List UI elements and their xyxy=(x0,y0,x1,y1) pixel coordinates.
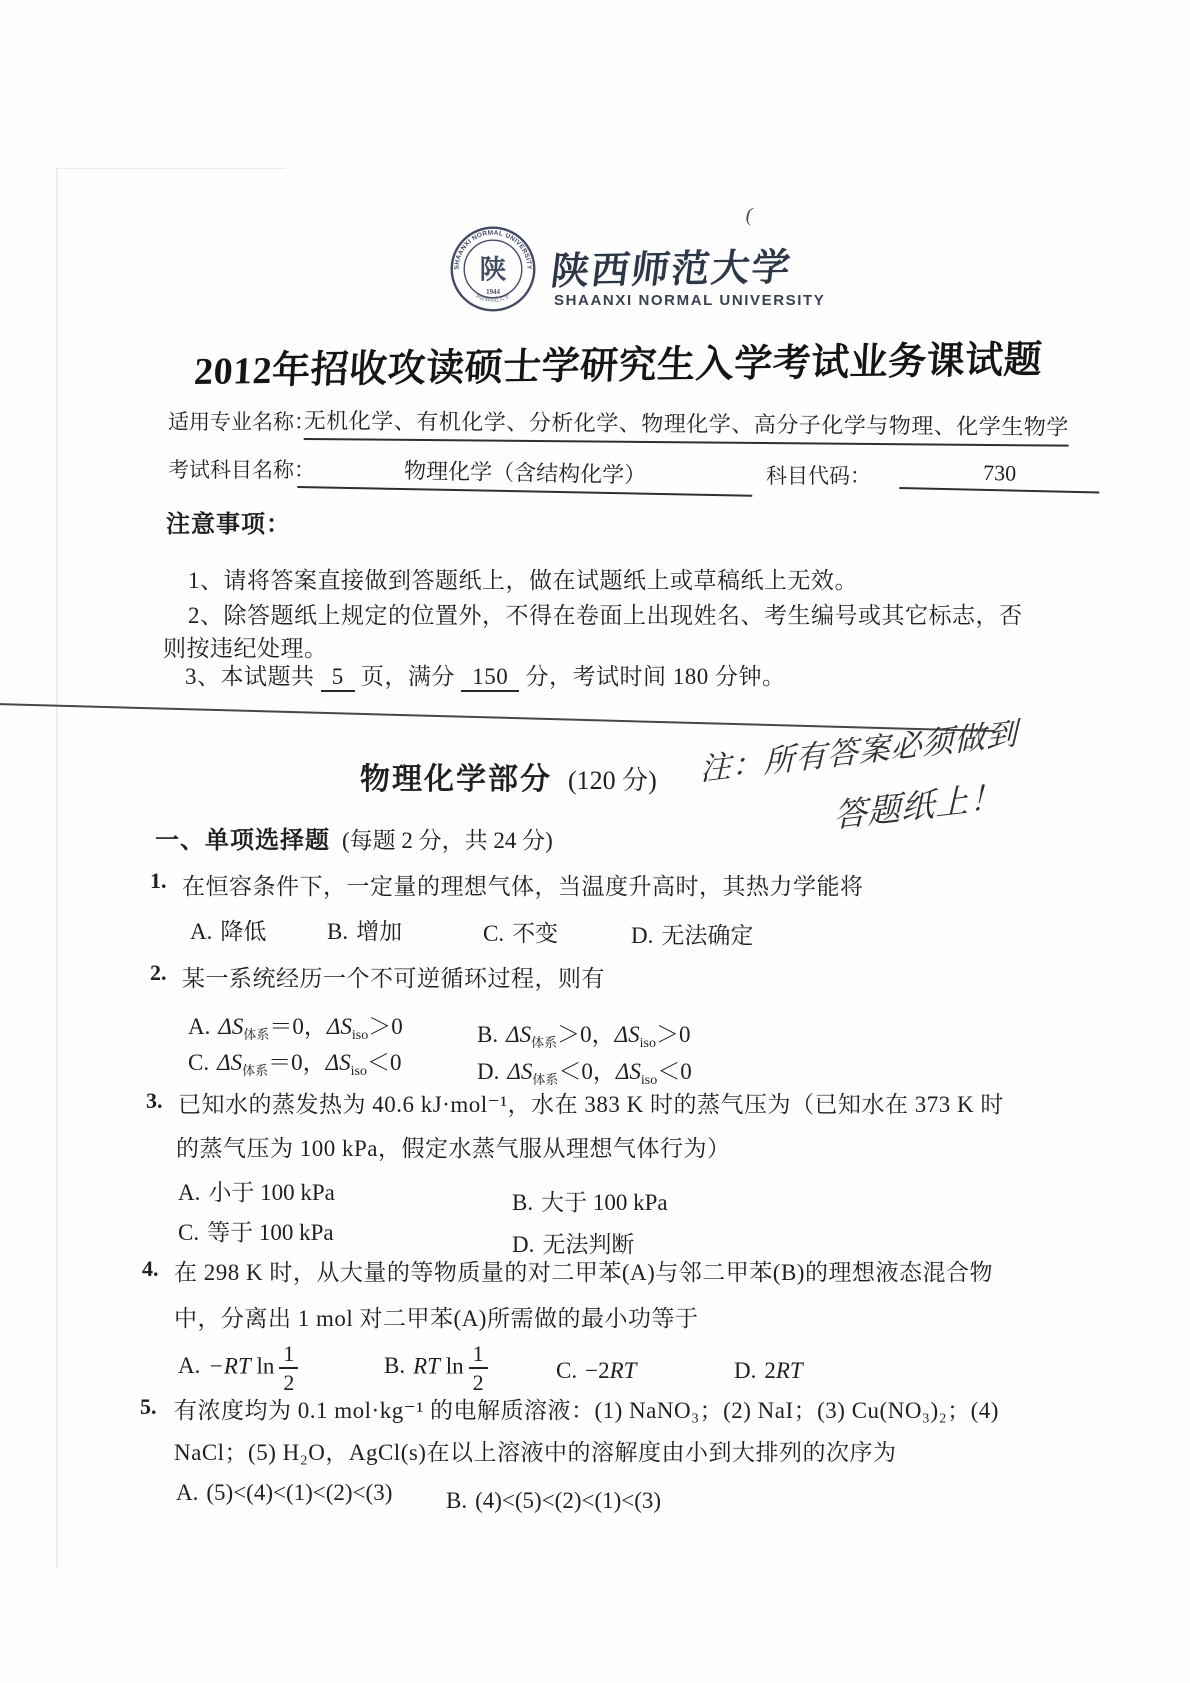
handwritten-note-line-1: 注：所有答案必须做到 xyxy=(699,715,1019,789)
question-2-text: 某一系统经历一个不可逆循环过程，则有 xyxy=(182,966,605,991)
question-3-option-a: A. 小于 100 kPa xyxy=(178,1180,335,1205)
seal-year: 1944 xyxy=(486,288,500,296)
question-5-text-line-2: NaCl；(5) H₂O，AgCl(s)在以上溶液中的溶解度由小到大排列的次序为 xyxy=(174,1440,897,1465)
seal-center-character: 陕 xyxy=(479,254,507,285)
handwritten-note-line-2: 答题纸上！ xyxy=(833,776,1004,836)
question-1-option-b: B. 增加 xyxy=(327,919,403,944)
section-heading xyxy=(360,754,657,798)
question-5-option-a: A. (5)<(4)<(1)<(2)<(3) xyxy=(176,1480,393,1505)
note-3-mid: 页，满分 xyxy=(361,664,455,689)
question-4-text-line-1: 在 298 K 时，从大量的等物质量的对二甲苯(A)与邻二甲苯(B)的理想液态混合物 xyxy=(174,1260,993,1285)
subject-code-label: 科目代码： xyxy=(766,464,871,488)
question-3-text-line-1: 已知水的蒸发热为 40.6 kJ·mol⁻¹，水在 383 K 时的蒸气压为（已知水在 373 K 时 xyxy=(178,1092,1004,1117)
section-score: (120 分) xyxy=(568,766,657,795)
university-seal-icon xyxy=(450,226,536,312)
section-title: 物理化学部分 xyxy=(360,763,552,796)
note-3-prefix: 3、本试题共 xyxy=(185,664,315,689)
question-5-text-line-1: 有浓度均为 0.1 mol·kg⁻¹ 的电解质溶液：(1) NaNO₃；(2) NaI；(3) Cu(NO₃)₂；(4) xyxy=(174,1398,999,1423)
seal-bottom-text: 陕西师范大学 xyxy=(474,293,512,304)
scan-artifact-mark: ( xyxy=(743,203,755,227)
question-1-option-a: A. 降低 xyxy=(190,919,267,944)
note-3-pages-blank: 5 xyxy=(321,664,355,692)
university-seal-logo xyxy=(450,226,536,317)
university-name-chinese: 陕西师范大学 xyxy=(548,246,795,294)
seal-ring-text: SHAANXI NORMAL UNIVERSITY xyxy=(453,229,533,270)
note-item-2-line-2: 则按违纪处理。 xyxy=(163,636,328,661)
question-2-option-b: B. $\Delta S_{体系}>0$，$\Delta S_{iso}>0$ xyxy=(477,1022,691,1051)
subject-label: 考试科目名称： xyxy=(168,458,315,482)
question-3-text-line-2: 的蒸气压为 100 kPa，假定水蒸气服从理想气体行为） xyxy=(176,1136,731,1161)
part-1-heading-note: (每题 2 分，共 24 分) xyxy=(342,828,553,853)
majors-value: 无机化学、有机化学、分析化学、物理化学、高分子化学与物理、化学生物学 xyxy=(304,404,1069,447)
question-2-option-c: C. $\Delta S_{体系}=0$，$\Delta S_{iso}<0$ xyxy=(188,1050,402,1079)
question-4-option-b: B. RT ln $\frac{1}{2}$ xyxy=(384,1342,488,1394)
question-3-option-b: B. 大于 100 kPa xyxy=(512,1190,668,1215)
question-2-number: 2. xyxy=(150,960,167,985)
question-5-number: 5. xyxy=(140,1394,157,1419)
question-4-number: 4. xyxy=(142,1256,159,1281)
fraction-one-half: $\frac{1}{2}$ xyxy=(279,1342,298,1394)
question-1-number: 1. xyxy=(150,868,167,893)
note-item-1: 1、请将答案直接做到答题纸上，做在试题纸上或草稿纸上无效。 xyxy=(188,568,858,593)
question-3-number: 3. xyxy=(146,1088,163,1113)
note-3-suffix: 分，考试时间 180 分钟。 xyxy=(525,664,786,689)
question-3-option-d: D. 无法判断 xyxy=(512,1232,635,1257)
majors-label: 适用专业名称： xyxy=(168,410,315,434)
question-4-option-a: A. −RT ln $\frac{1}{2}$ xyxy=(178,1342,298,1394)
fraction-one-half: $\frac{1}{2}$ xyxy=(469,1342,488,1394)
scan-page-edge-top xyxy=(56,168,286,169)
question-1-option-d: D. 无法确定 xyxy=(631,923,754,948)
notes-heading: 注意事项： xyxy=(166,512,291,538)
subject-code-value: 730 xyxy=(899,458,1100,494)
question-5-option-b: B. (4)<(5)<(2)<(1)<(3) xyxy=(446,1488,662,1513)
note-item-3 xyxy=(185,658,786,691)
question-2-option-d: D. $\Delta S_{体系}<0$，$\Delta S_{iso}<0$ xyxy=(477,1059,692,1088)
scan-page-edge xyxy=(56,168,58,1568)
part-1-heading-title: 一、单项选择题 xyxy=(155,828,330,854)
question-4-text-line-2: 中，分离出 1 mol 对二甲苯(A)所需做的最小功等于 xyxy=(174,1306,699,1331)
question-1-option-c: C. 不变 xyxy=(483,921,559,946)
exam-title: 2012年招收攻读硕士学研究生入学考试业务课试题 xyxy=(193,339,1044,394)
question-1-text: 在恒容条件下，一定量的理想气体，当温度升高时，其热力学能将 xyxy=(182,874,864,899)
note-3-score-blank: 150 xyxy=(461,664,519,692)
part-1-heading xyxy=(155,820,553,855)
university-name-english: SHAANXI NORMAL UNIVERSITY xyxy=(554,292,826,309)
note-item-2-line-1: 2、除答题纸上规定的位置外，不得在卷面上出现姓名、考生编号或其它标志，否 xyxy=(188,603,1023,628)
question-4-option-d: D. 2RT xyxy=(734,1358,803,1383)
subject-value: 物理化学（含结构化学） xyxy=(297,452,753,497)
question-2-option-a: A. $\Delta S_{体系}=0$，$\Delta S_{iso}>0$ xyxy=(188,1014,403,1043)
question-4-option-c: C. −2RT xyxy=(556,1358,637,1383)
question-3-option-c: C. 等于 100 kPa xyxy=(178,1220,334,1245)
